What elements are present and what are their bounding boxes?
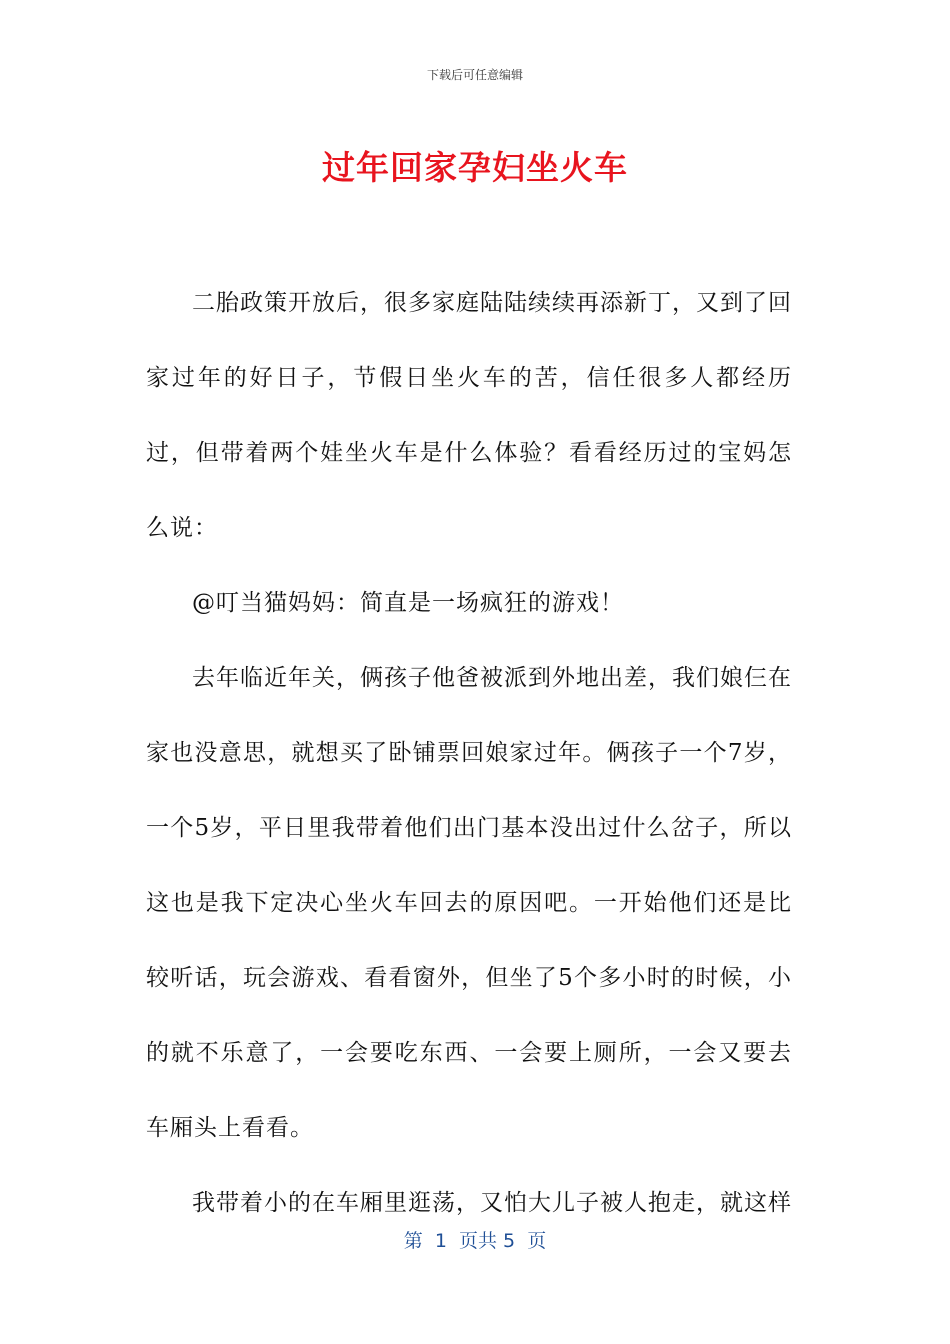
header-note: 下载后可任意编辑 [426,68,523,82]
document-body [146,266,792,1241]
document-title: 过年回家孕妇坐火车 [322,148,628,187]
paragraph-2: @叮当猫妈妈：简直是一场疯狂的游戏！ [192,590,624,616]
paragraph-1: 二胎政策开放后，很多家庭陆陆续续再添新丁，又到了回家过年的好日子，节假日坐火车的苦，信任很多人都经历过，但带着两个娃坐火车是什么体验？看看经历过的宝妈怎么说： [146,290,792,541]
paragraph-4: 我带着小的在车厢里逛荡，又怕大儿子被人抱走，就这样 [192,1190,792,1216]
page-footer: 第 1 页共 5 页 [403,1230,547,1252]
paragraph-3: 去年临近年关，俩孩子他爸被派到外地出差，我们娘仨在家也没意思，就想买了卧铺票回娘家过年。俩孩子一个7岁，一个5岁，平日里我带着他们出门基本没出过什么岔子，所以这也是我下定决心坐火车回去的原因吧。一开始他们还是比较听话，玩会游戏、看看窗外，但坐了5个多小时的时候，小的就不乐意了，一会要吃东西、一会要上厕所，一会又要去车厢头上看看。 [146,665,792,1141]
